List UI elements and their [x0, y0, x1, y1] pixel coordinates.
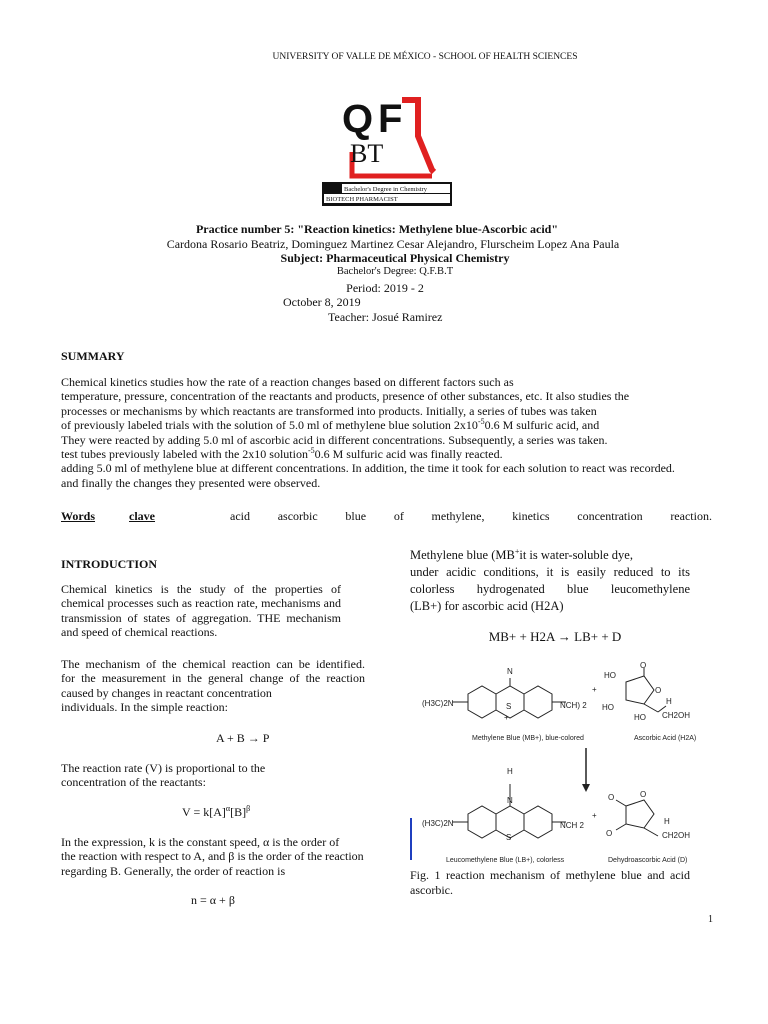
- eq2-base: V = k[A]: [182, 805, 226, 819]
- label-leucomethylene-blue: Leucomethylene Blue (LB+), colorless: [446, 857, 565, 864]
- intro-line: The reaction rate (V) is proportional to the: [61, 761, 266, 775]
- eq2-alpha: α: [225, 804, 231, 813]
- caption-line: Fig. 1 reaction mechanism of methylene blue and acid: [410, 868, 690, 882]
- right-line: colorless hydrogenated blue leucomethylene: [410, 582, 690, 596]
- logo-bt: BT: [350, 139, 384, 168]
- keyword: reaction.: [670, 509, 712, 523]
- summary-body: [61, 375, 681, 490]
- atom-n-bottom: N: [507, 796, 513, 805]
- qfbt-logo: [322, 90, 454, 208]
- reaction-figure: [408, 660, 708, 866]
- date: October 8, 2019: [283, 295, 361, 309]
- label-o-2: O: [655, 686, 662, 695]
- subject: Subject: Pharmaceutical Physical Chemistry: [280, 251, 510, 265]
- reaction-equation: MB+ + H2A → LB+ + D: [488, 629, 622, 644]
- intro-line: regarding B. Generally, the order of reaction is: [61, 863, 286, 878]
- university-header: UNIVERSITY OF VALLE DE MÉXICO - SCHOOL OF HEALTH SCIENCES: [272, 52, 578, 62]
- atom-h-bottom: H: [507, 767, 513, 776]
- summary-line-tail: 0.6 M sulfuric acid was finally reacted.: [314, 447, 503, 462]
- label-dehydroascorbic-acid: Dehydroascorbic Acid (D): [608, 857, 688, 864]
- label-h-bottom: H: [664, 817, 670, 826]
- ring: [468, 686, 496, 718]
- label-o-1: O: [640, 661, 647, 670]
- label-ch2oh-bottom: CH2OH: [662, 831, 691, 840]
- right-line: under acidic conditions, it is easily reduced to its: [410, 565, 690, 579]
- practice-title: Practice number 5: "Reaction kinetics: Methylene blue-Ascorbic acid": [195, 222, 559, 236]
- atom-n-top: N: [507, 667, 513, 676]
- group-right-bottom: NCH 2: [560, 821, 585, 830]
- atom-s-bottom: S: [506, 833, 512, 842]
- intro-line: The mechanism of the chemical reaction can be identified.: [61, 657, 365, 671]
- summary-line: temperature, pressure, concentration of the reactants and products, presence of other substances, etc. It also studies the: [61, 389, 630, 404]
- summary-exponent: -5: [477, 417, 485, 427]
- summary-line: [61, 447, 681, 461]
- ring: [524, 806, 552, 838]
- period: Period: 2019 - 2: [346, 281, 424, 295]
- label-ho-3: HO: [634, 713, 646, 722]
- right-line-text: Methylene blue (MB: [410, 548, 515, 562]
- caption-line: ascorbic.: [410, 883, 453, 897]
- ring: [468, 806, 496, 838]
- intro-line: for the measurement in the general change of the reaction: [61, 671, 365, 686]
- equation-1: A + B → P: [216, 731, 270, 745]
- keyword: blue: [345, 509, 367, 523]
- intro-line: caused by changes in reactant concentration: [61, 685, 272, 700]
- label-ascorbic-acid: Ascorbic Acid (H2A): [634, 735, 697, 742]
- label-o-4: O: [606, 829, 613, 838]
- ascorbic-ring: [626, 676, 654, 704]
- logo-q: Q: [342, 97, 374, 141]
- plus-sign-top: +: [592, 685, 597, 694]
- summary-line: [61, 418, 681, 432]
- label-ho-1: HO: [604, 671, 616, 680]
- keyword: of: [393, 509, 404, 523]
- logo-mark: [322, 90, 454, 208]
- label-ch2oh-top: CH2OH: [662, 711, 691, 720]
- label-h-top: H: [666, 697, 672, 706]
- label-o-5: O: [640, 790, 647, 799]
- figure-caption: [410, 868, 690, 898]
- summary-line: and finally the changes they presented were observed.: [61, 475, 321, 490]
- logo-f: F: [378, 97, 403, 141]
- summary-line: processes or mechanisms by which reactants are transformed into products. Initially, a series of tubes was taken: [61, 403, 597, 418]
- degree: Bachelor's Degree: Q.F.B.T: [336, 266, 454, 277]
- summary-line: They were reacted by adding 5.0 ml of ascorbic acid in different concentrations. Subsequently, a series was taken.: [61, 432, 608, 447]
- label-methylene-blue: Methylene Blue (MB+), blue-colored: [472, 735, 584, 742]
- intro-line: the reaction with respect to A, and β is the order of the reaction: [61, 849, 364, 864]
- summary-exponent: -5: [307, 446, 315, 456]
- equation-2: [182, 805, 250, 820]
- intro-para-2: [61, 657, 365, 715]
- keywords-terms: [230, 509, 712, 524]
- keyword: methylene,: [431, 509, 485, 523]
- right-line-tail: it is water-soluble dye,: [519, 548, 633, 562]
- teacher: Teacher: Josué Ramirez: [328, 310, 443, 324]
- eq2-beta: β: [246, 804, 251, 813]
- reaction-mechanism-diagram: [408, 660, 708, 866]
- page-number: 1: [708, 914, 713, 925]
- summary-line-tail: 0.6 M sulfuric acid, and: [484, 418, 600, 433]
- intro-para-4: [61, 835, 365, 878]
- keywords-label-1: Words: [61, 509, 96, 523]
- charge-plus-top: +: [504, 713, 509, 722]
- keyword: acid: [230, 509, 250, 523]
- intro-para-3: [61, 761, 361, 790]
- intro-para-1: Chemical kinetics is the study of the properties of chemical processes such as reaction rate, mechanisms and transmission of states of aggregation. THE mechanism and speed of chemical reactions.: [61, 582, 341, 640]
- logo-line2: BIOTECH PHARMACIST: [326, 196, 398, 203]
- introduction-heading: INTRODUCTION: [61, 557, 158, 571]
- keyword: ascorbic: [277, 509, 318, 523]
- equation-3: n = α + β: [191, 893, 235, 907]
- summary-heading: SUMMARY: [61, 349, 125, 363]
- authors: Cardona Rosario Beatriz, Dominguez Martinez Cesar Alejandro, Flurscheim Lopez Ana Paula: [166, 237, 620, 251]
- dehydroascorbic-ring: [626, 800, 654, 828]
- mb-charge: +: [514, 546, 520, 556]
- group-left-top: (H3C)2N: [422, 699, 454, 708]
- label-o-3: O: [608, 793, 615, 802]
- right-line: (LB+) for ascorbic acid (H2A): [410, 599, 564, 613]
- keywords-label: [61, 509, 171, 524]
- group-right-top: NCH) 2: [560, 701, 587, 710]
- label-ho-2: HO: [602, 703, 614, 712]
- keywords-label-2: clave: [129, 509, 156, 523]
- intro-line: In the expression, k is the constant speed, α is the order of: [61, 835, 340, 849]
- right-line: [410, 547, 690, 564]
- logo-line1: Bachelor's Degree in Chemistry: [344, 186, 427, 193]
- summary-line: adding 5.0 ml of methylene blue at different concentrations. In addition, the time it took for each solution to react was recorded.: [61, 461, 675, 476]
- arrow-head: [582, 784, 590, 792]
- eq2-mid: [B]: [230, 805, 247, 819]
- summary-line: Chemical kinetics studies how the rate of a reaction changes based on different factors such as: [61, 375, 514, 389]
- group-left-bottom: (H3C)2N: [422, 819, 454, 828]
- intro-line: individuals. In the simple reaction:: [61, 700, 228, 715]
- keyword: kinetics: [512, 509, 550, 523]
- figure-margin-bar: [410, 818, 412, 860]
- summary-line-text: test tubes previously labeled with the 2x10 solution: [61, 447, 308, 462]
- atom-s-top: S: [506, 702, 512, 711]
- right-para-1: [410, 547, 690, 615]
- intro-line: concentration of the reactants:: [61, 775, 206, 790]
- keyword: concentration: [577, 509, 643, 523]
- summary-line-text: of previously labeled trials with the solution of 5.0 ml of methylene blue solution 2x10: [61, 418, 478, 433]
- ring: [524, 686, 552, 718]
- plus-sign-bottom: +: [592, 811, 597, 820]
